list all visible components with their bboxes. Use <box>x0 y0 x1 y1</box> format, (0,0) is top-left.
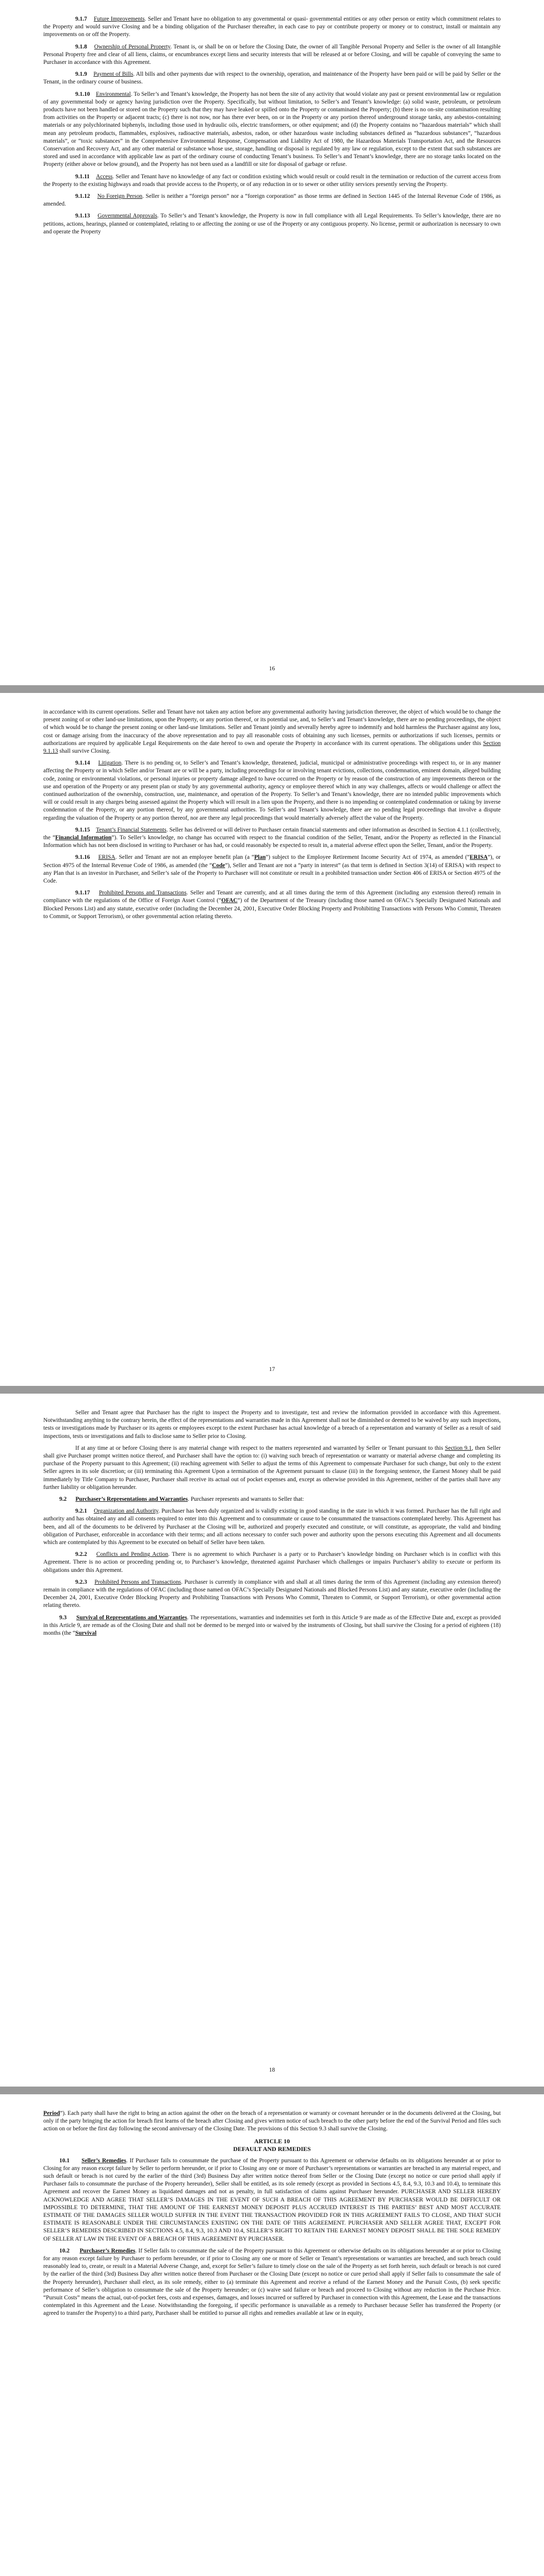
section-9-2-3 <box>43 1579 501 1610</box>
paragraph-text: shall survive Closing. <box>58 748 111 755</box>
paragraph-text: in accordance with its current operations. Seller and Tenant have not taken any action before any governmental authority having jurisdiction thereover, the object of which would be to change the present zoning of or other land-use limitations, upon the Property, or any portion thereof, or its potential use, and, to Seller’s and Tenant’s knowledge, there are no pending proceedings, the object of which would be to change the present zoning or other land-use limitations. Seller and Tenant jointly and severally hereby agree to indemnify and hold harmless the Purchaser against any loss, cost or damage arising from the inaccuracy of the above representation and to pay all reasonable costs of obtaining any such licenses, permits or authorizations if such licenses, permits or authorizations are required by applicable Legal Requirements on the date hereof to own and operate the Property in accordance with its current operations. The obligations under this <box>43 709 501 747</box>
section-text: ”), or Section 4975 of the Internal Revenue Code of 1986, as amended (the “ <box>43 854 501 869</box>
section-title: Prohibited Persons and Transactions <box>94 1579 182 1585</box>
section-9-1-10 <box>43 91 501 169</box>
section-text: . Seller and Tenant have no knowledge of any fact or condition existing which would result or could result in the termination or reduction of the current access from the Property to the existing highways and roads that provide access to the Property, or of any reduction in or to sewer or other utility services presently serving the Property. <box>43 173 501 188</box>
section-title: Future Improvements <box>93 16 145 22</box>
section-text: . All bills and other payments due with respect to the ownership, operation, and maintenance of the Property have been paid or will be paid by Seller or the Tenant, in the ordinary course of business. <box>43 71 501 86</box>
section-number: 9.2.1 <box>75 1508 87 1515</box>
section-10-1 <box>43 2157 501 2243</box>
section-text: . To Seller’s and Tenant’s knowledge, the Property has not been the site of any activity that would violate any past or present environmental law or regulation of any governmental body or agency having jurisdiction over the Property. Specifically, but without limitation, to Seller’s and Tenant’s knowledge: (a) solid waste, petroleum, or petroleum products have not been handled or stored on the Property such that they may have leaked or spilled onto the Property or contaminated the Property; (b) there is no on-site contamination resulting from activities on the Property or adjacent tracts; (c) there is not now, nor has there ever been, on or in the Property or any portion thereof underground storage tanks, any asbestos-containing materials or any polychlorinated biphenyls, including those used in hydraulic oils, electric transformers, or other equipment; and (d) the Property contains no “hazardous materials” which shall mean any petroleum products, flammables, explosives, radioactive materials, asbestos, radon, or other hazardous waste including substances defined as “hazardous substances”, “hazardous materials”, or “toxic substances” in the Comprehensive Environmental Response, Compensation and Liability Act of 1980, the Hazardous Materials Transportation Act, and the Resources Conservation and Recovery Act, and any other material or substance whose use, storage, handling or disposal is regulated by any law or regulation, except to the extent that such substances are stored and used in accordance with applicable law as part of the ordinary course of conducting Tenant’s business. To Seller’s and Tenant’s knowledge, there are no storage tanks located on the Property (either above or below ground), and the Property has not been used as a landfill or site for disposal of garbage or refuse. <box>43 91 501 168</box>
section-9-1-17 <box>43 889 501 921</box>
inspection-paragraph <box>43 1409 501 1440</box>
section-9-1-13 <box>43 212 501 236</box>
page-number: 16 <box>269 666 275 672</box>
defined-term: Survival <box>75 1630 97 1637</box>
article-number: ARTICLE 10 <box>254 2137 290 2145</box>
section-9-1-11 <box>43 173 501 189</box>
section-9-2-1 <box>43 1507 501 1547</box>
section-reference: Section 9.1 <box>444 1445 472 1451</box>
section-title: Conflicts and Pending Action <box>96 1551 169 1558</box>
section-9-1-15 <box>43 826 501 850</box>
section-number: 9.1.11 <box>75 173 90 180</box>
document-page-19 <box>0 2094 544 2576</box>
section-number: 9.1.14 <box>75 760 90 767</box>
section-number: 9.2.2 <box>75 1551 87 1558</box>
section-text: ”) subject to the Employee Retirement Income Security Act of 1974, as amended (“ <box>266 854 470 861</box>
defined-term: Financial Information <box>55 835 112 841</box>
section-title: Purchaser’s Remedies <box>79 2247 136 2254</box>
section-text: ”), Seller and Tenant are not a “party in interest” (as that term is defined in Section 3(14) of ERISA) with respect to any Plan that is an investor in Purchaser, and Seller’s sale of the Property to Purchaser will not constitute or result in a prohibited transaction under Section 406 of ERISA or Section 4975 of the Code. <box>43 862 501 885</box>
section-title: Access <box>96 173 113 180</box>
section-9-3 <box>43 1614 501 1638</box>
section-9-1-12 <box>43 193 501 208</box>
section-text: . Purchaser has been duly organized and is validly existing in good standing in the state in which it was formed. Purchaser has the full right and authority and has obtained any and all consents required to enter into this Agreement and to consummate or cause to be consummated the transactions contemplated hereby. This Agreement has been, and all of the documents to be delivered by Purchaser at the Closing will be, authorized and properly executed and constitute, or will constitute, as appropriate, the valid and binding obligation of Purchaser, enforceable in accordance with their terms; and all actions necessary to confer such power and authority upon the persons executing this Agreement and all documents which are contemplated by this Agreement to be executed on behalf of Seller have been taken. <box>43 1508 501 1546</box>
section-text: . Seller is neither a “foreign person” nor a “foreign corporation” as those terms are defined in Section 1445 of the Internal Revenue Code of 1986, as amended. <box>43 193 501 208</box>
paragraph-text: ”). Each party shall have the right to bring an action against the other on the breach of a representation or warranty or covenant hereunder or in the documents delivered at the Closing, but only if the party bringing the action for breach first learns of the breach after Closing and gives written notice of such breach to the other party before the end of the Survival Period and files such action on or before the first day following the second anniversary of the Closing Date. The provisions of this Section 9.3 shall survive the Closing. <box>43 2110 501 2132</box>
document-page-17 <box>0 693 544 1386</box>
section-number: 9.1.7 <box>75 16 87 22</box>
defined-term: Plan <box>254 854 266 861</box>
section-text: . Seller and Tenant are currently, and at all times during the term of this Agreement (including any extension thereof) remain in compliance with the regulations of the Office of Foreign Asset Control (“ <box>43 890 501 904</box>
section-number: 9.1.15 <box>75 826 90 833</box>
section-10-2 <box>43 2247 501 2318</box>
defined-term: OFAC <box>221 897 238 904</box>
section-text: . Seller and Tenant are not an employee benefit plan (a “ <box>115 854 255 861</box>
section-title: Purchaser’s Representations and Warranties <box>75 1496 188 1503</box>
section-number: 10.1 <box>59 2157 70 2164</box>
page-number: 18 <box>269 2067 275 2073</box>
section-title: Survival of Representations and Warranties <box>76 1614 187 1621</box>
section-number: 9.3 <box>59 1614 67 1621</box>
section-9-1-9 <box>43 71 501 86</box>
section-number: 9.1.10 <box>75 91 90 97</box>
section-text: . Purchaser represents and warrants to Seller that: <box>188 1496 304 1503</box>
page-body <box>43 708 501 1350</box>
section-9-1-14 <box>43 759 501 822</box>
section-number: 9.1.16 <box>75 854 90 861</box>
section-title: Seller’s Remedies <box>81 2157 126 2164</box>
section-reference: Section 9.1.13 <box>43 740 501 755</box>
section-title: ERISA <box>98 854 116 861</box>
section-number: 10.2 <box>59 2247 70 2254</box>
page-body <box>43 2110 501 2576</box>
section-text: . Purchaser is currently in compliance with and shall at all times during the term of this Agreement (including any extension thereof) remain in compliance with the regulations of OFAC (including those named on OFAC’s Specially Designated Nationals and Blocked Persons List) and any statute, executive order (including the December 24, 2001, Executive Order Blocking Property and Prohibiting Transactions with Persons Who Commit, Threaten to Commit, or Support Terrorism), or other governmental action relating thereto. <box>43 1579 501 1609</box>
section-text: . To Seller’s and Tenant’s knowledge, the Property is now in full compliance with all Legal Requirements. To Seller’s knowledge, there are no petitions, actions, hearings, planned or contemplated, relating to or affecting the zoning or use of the Property or any contiguous property. No license, permit or authorization is necessary to own and operate the Property <box>43 213 501 235</box>
document-page-16 <box>0 0 544 685</box>
section-9-1-16 <box>43 854 501 885</box>
section-text: . Tenant is, or shall be on or before the Closing Date, the owner of all Tangible Personal Property and Seller is the owner of all Intangible Personal Property free and clear of all liens, claims, or encumbrances except liens and security interests that will be released at or before Closing, and will be capable of conveying the same to Purchaser in accordance with this Agreement. <box>43 43 501 66</box>
section-number: 9.1.13 <box>75 213 90 219</box>
document-page-18 <box>0 1394 544 2087</box>
section-9-1-8 <box>43 43 501 67</box>
page-number: 17 <box>269 1366 275 1372</box>
section-number: 9.1.8 <box>75 43 87 50</box>
continued-paragraph <box>43 708 501 755</box>
section-number: 9.1.17 <box>75 890 90 896</box>
defined-term: Period <box>43 2110 60 2116</box>
section-text: . If Seller fails to consummate the sale of the Property pursuant to this Agreement or otherwise defaults on its obligations hereunder at or prior to Closing for any reason except failure by Purchaser to perform hereunder, or if prior to Closing any one or more of Seller or Tenant’s representations or warranties are breached, and such breach could reasonably lead to, create, or result in a Material Adverse Change, and, except for Seller’s failure to timely close on the sale of the Property as set forth herein, such default or breach is not cured by the earlier of the third (3rd) Business Day after written notice thereof from Purchaser or the Closing Date (except no notice or cure period shall apply if Seller fails to consummate the sale of the Property hereunder), Purchaser shall elect, as its sole remedy, either to (a) terminate this Agreement and receive a refund of the Earnest Money and the Pursuit Costs, (b) seek specific performance of Seller’s obligation to consummate the sale of the Property hereunder; or (c) waive said failure or breach and proceed to Closing without any reduction in the Purchase Price. “Pursuit Costs” means the actual, out-of-pocket fees, costs and expenses, damages, and losses incurred or suffered by Purchaser in connection with this Agreement, the Lease and the transactions contemplated in this Agreement and the Lease. Notwithstanding the foregoing, if specific performance is unavailable as a remedy to Purchaser because Seller has transferred the Property (or agreed to transfer the Property) to a third party, Purchaser shall be entitled to pursue all rights and remedies available at law or in equity, <box>43 2247 501 2317</box>
section-text: . If Purchaser fails to consummate the purchase of the Property pursuant to this Agreement or otherwise defaults on its obligations hereunder at or prior to Closing for any reason except failure by Seller to perform hereunder, or if prior to Closing any one or more of Purchaser’s representations or warranties are breached in any material respect, and such default or breach is not cured by the earlier of the third (3rd) Business Day after written notice thereof from Seller or the Closing Date (except no notice or cure period shall apply if Purchaser fails to consummate the purchase of the Property hereunder), Seller shall be entitled, as its sole remedy (except as provided in Sections 4.5, 8.4, 9.3, 10.3 and 10.4), to terminate this Agreement and recover the Earnest Money as liquidated damages and not as penalty, in full satisfaction of claims against Purchaser hereunder. PURCHASER AND SELLER HEREBY ACKNOWLEDGE AND AGREE THAT SELLER’S DAMAGES IN THE EVENT OF SUCH A BREACH OF THIS AGREEMENT BY PURCHASER WOULD BE DIFFICULT OR IMPOSSIBLE TO DETERMINE, THAT THE AMOUNT OF THE EARNEST MONEY DEPOSIT PLUS ACCRUED INTEREST IS THE PARTIES’ BEST AND MOST ACCURATE ESTIMATE OF THE DAMAGES SELLER WOULD SUFFER IN THE EVENT THE TRANSACTION PROVIDED FOR IN THIS AGREEMENT FAILS TO CLOSE, AND THAT SUCH ESTIMATE IS REASONABLE UNDER THE CIRCUMSTANCES EXISTING ON THE DATE OF THIS AGREEMENT. PURCHASER AND SELLER AGREE THAT, EXCEPT FOR SELLER’S REMEDIES DESCRIBED IN SECTIONS 4.5, 8.4, 9.3, 10.3 AND 10.4, SELLER’S RIGHT TO RETAIN THE EARNEST MONEY DEPOSIT SHALL BE THE SOLE REMEDY OF SELLER AT LAW IN THE EVENT OF A BREACH OF THIS AGREEMENT BY PURCHASER. <box>43 2157 501 2242</box>
section-title: Payment of Bills <box>93 71 134 78</box>
section-title: Environmental <box>96 91 131 97</box>
section-9-1-7 <box>43 15 501 39</box>
page-body <box>43 1409 501 2050</box>
paragraph-text: Seller and Tenant agree that Purchaser has the right to inspect the Property and to investigate, test and review the information provided in accordance with this Agreement. Notwithstanding anything to the contrary herein, the effect of the representations and warranties made in this Agreement shall not be diminished or deemed to be waived by any such inspections, tests or investigations made by Purchaser or its agents or employees except to the extent Purchaser has actual knowledge of a breach of a representation and warranty of Seller as a result of said inspections, tests or investigations and fails to disclose same to Seller prior to Closing. <box>43 1410 501 1439</box>
paragraph-text: , then Seller shall give Purchaser prompt written notice thereof, and Purchaser shall have the option to: (i) waiving such breach of representation or warranty or material adverse change and completing its purchase of the Property pursuant to this Agreement; (ii) reaching agreement with Seller to adjust the terms of this Agreement to compensate Purchaser for such change, but only to the extent Seller agrees in its sole discretion; or (iii) terminating this Agreement Upon a termination of the Agreement pursuant to clause (iii) in the foregoing sentence, the Earnest Money shall be paid immediately by Title Company to Purchaser, Purchaser shall receive its actual out of pocket expenses and, except as otherwise provided in this Agreement, neither of the parties shall have any further liability or obligation hereunder. <box>43 1445 501 1490</box>
section-text: ”) of the Department of the Treasury (including those named on OFAC’s Specially Designated Nationals and Blocked Persons List) and any statute, executive order (including the December 24, 2001, Executive Order Blocking Property and Prohibiting Transactions with Persons Who Commit, Threaten to Commit, or Support Terrorism), or other governmental action relating thereto. <box>43 897 501 920</box>
section-text: . There is no agreement to which Purchaser is a party or to Purchaser’s knowledge binding on Purchaser which is in conflict with this Agreement. There is no action or proceeding pending or, to Purchaser’s knowledge, threatened against Purchaser which challenges or impairs Purchaser’s ability to execute or perform its obligations under this Agreement. <box>43 1551 501 1573</box>
section-title: Organization and Authority <box>93 1508 158 1515</box>
section-text: . There is no pending or, to Seller’s and Tenant’s knowledge, threatened, judicial, municipal or administrative proceedings with respect to, or in any manner affecting the Property or in which Seller and/or Tenant are or will be a party, including proceedings for or involving tenant evictions, collections, condemnation, eminent domain, alleged building code, zoning or environmental violations, or personal injuries or property damage alleged to have occurred on the Property or by reason of the construction of any improvements thereon or the use and operation of the Property or any present plan or study by any governmental authority, agency or employee thereof which in any way challenges, affects or would challenge or affect the continued authorization of the ownership, construction, use, maintenance, and operation of the Property. To Seller’s and Tenant’s knowledge, there are no intended public improvements which will or could result in any charges being assessed against the Property which will result in a lien upon the Property, and there is no impending or contemplated condemnation or taking by inverse condemnation of the Property, or any portion thereof, by any governmental authorities. To Seller’s and Tenant’s knowledge, there are no pending legal proceedings that involve a dispute regarding the valuation of the Property or any portion thereof, nor are there any legal proceedings that would materially adversely affect the value of the Property. <box>43 760 501 821</box>
article-title: DEFAULT AND REMEDIES <box>233 2145 311 2153</box>
section-text: ”). To Seller’s knowledge, no change has occurred with respect to the financial condition of the Seller, Tenant, and/or the Property as reflected in the Financial Information which has not been disclosed in writing to Purchaser or has had, or could reasonably be expected to result in, a material adverse effect upon the Seller, Tenant, and/or the Property. <box>43 835 501 849</box>
section-title: Prohibited Persons and Transactions <box>98 890 187 896</box>
section-number: 9.1.12 <box>75 193 90 200</box>
defined-term: ERISA <box>469 854 488 861</box>
section-title: Governmental Approvals <box>97 213 157 219</box>
continued-paragraph <box>43 2110 501 2133</box>
section-text: . Seller and Tenant have no obligation to any governmental or quasi- governmental entities or any other person or entity which commitment relates to the Property and would survive Closing and be a binding obligation of the Purchaser thereafter, in each case to pay or contribute property or money or to construct, install or maintain any improvements on or off the Property. <box>43 16 501 38</box>
section-title: Tenant’s Financial Statements <box>96 826 167 833</box>
section-number: 9.1.9 <box>75 71 87 78</box>
page-body <box>43 15 501 649</box>
section-9-2-2 <box>43 1551 501 1574</box>
section-title: Ownership of Personal Property <box>94 43 171 50</box>
defined-term: Code <box>212 862 225 869</box>
section-title: No Foreign Person <box>97 193 143 200</box>
section-title: Litigation <box>98 760 122 767</box>
section-9-2 <box>43 1496 501 1503</box>
section-number: 9.2 <box>59 1496 67 1503</box>
section-number: 9.2.3 <box>75 1579 87 1585</box>
section-text: . Seller has delivered or will deliver to Purchaser certain financial statements and other information as described in Section 4.1.1 (collectively, the “ <box>43 826 501 841</box>
section-text: . The representations, warranties and indemnities set forth in this Article 9 are made as of the Effective Date and, except as provided in this Article 9, are remade as of the Closing Date and shall not be deemed to be merged into or waived by the instruments of Closing, but shall survive the Closing for a period of eighteen (18) months (the “ <box>43 1614 501 1637</box>
material-change-paragraph <box>43 1445 501 1492</box>
paragraph-text: If at any time at or before Closing there is any material change with respect to the matters represented and warranted by Seller or Tenant pursuant to this <box>75 1445 445 1451</box>
